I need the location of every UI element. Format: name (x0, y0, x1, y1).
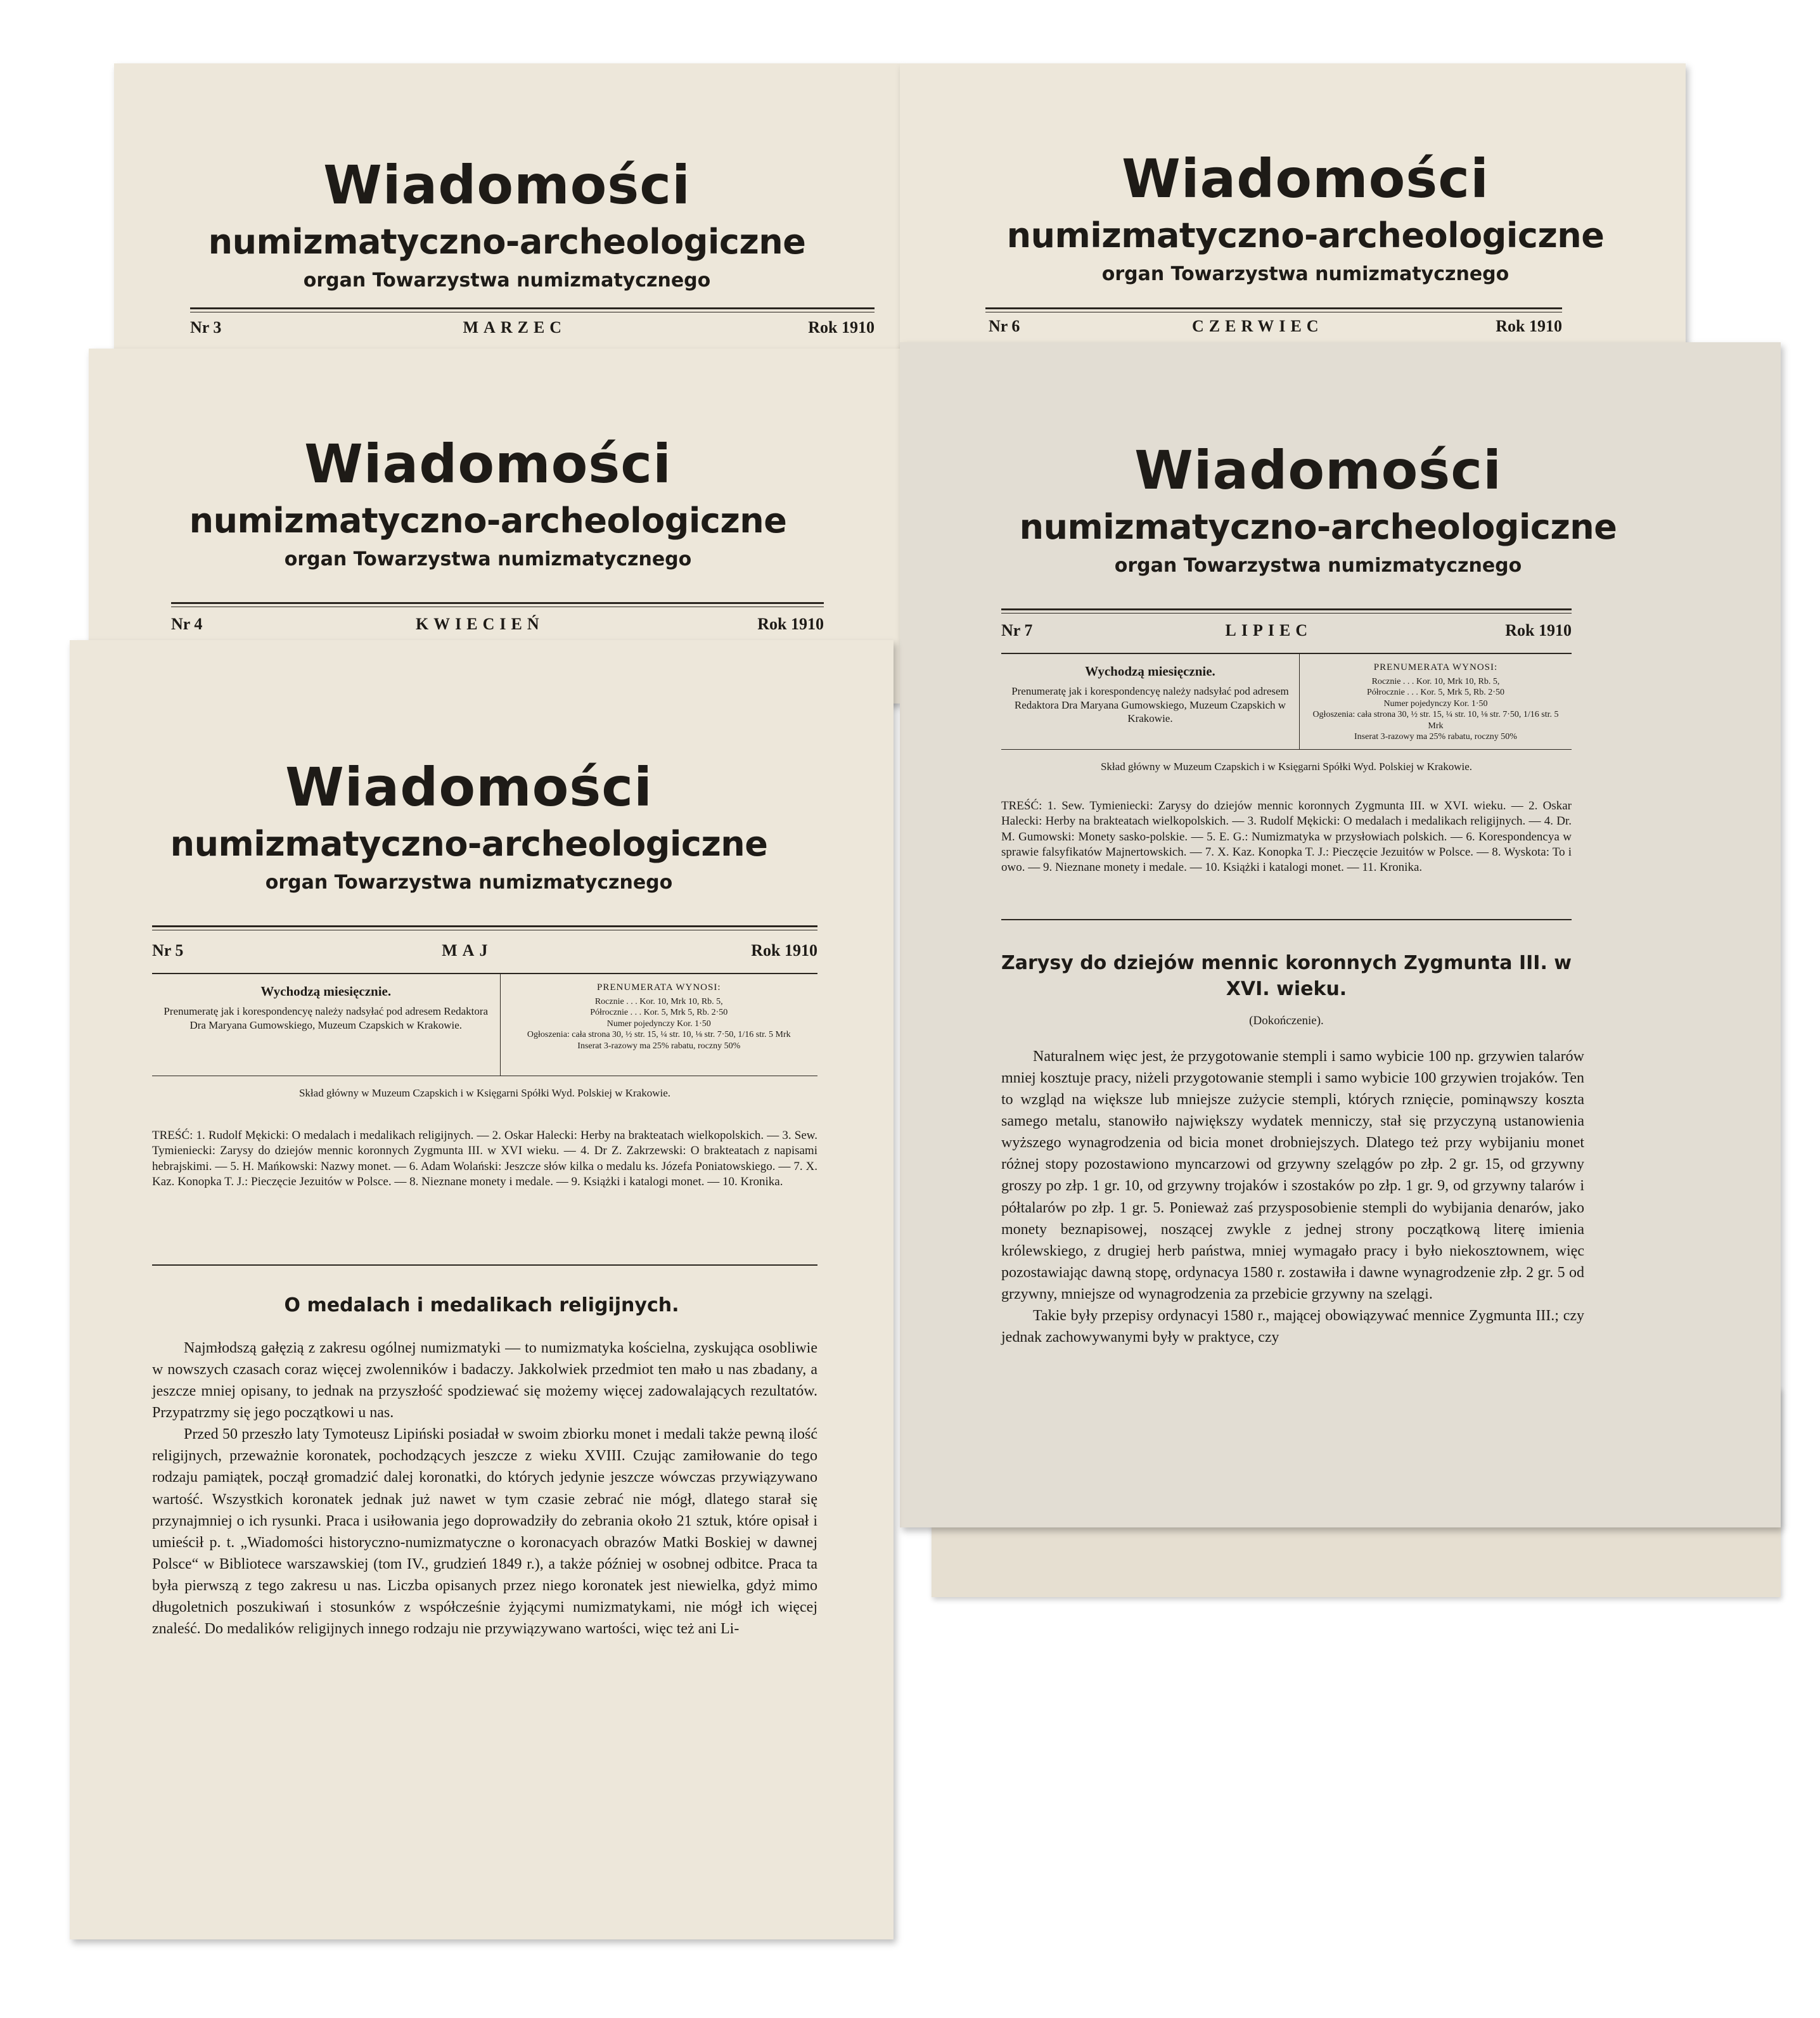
issue-number: Nr 3 (190, 318, 222, 337)
info-address (1001, 654, 1300, 749)
subscription-info (1001, 653, 1572, 750)
journal-subtitle: numizmatyczno-archeologiczne (1006, 215, 1605, 255)
header-rule (152, 925, 817, 930)
price-single: Numer pojedynczy Kor. 1·50 (606, 1019, 711, 1029)
table-of-contents: TREŚĆ: 1. Sew. Tymieniecki: Zarysy do dziejów mennic koronnych Zygmunta III. w XVI. wieku. — 2. Oskar Halecki: Herby na brakteatach wielkopolskich. — 3. Rudolf Mękicki: O medalach i medalikach religijnych. — 4. Dr. M. Gumowski: Monety sasko-polskie. — 5. E. G.: Numizmatyka w przysłowiach polskich. — 6. Korespondencya w sprawie falsyfikatów Majnertowskich. — 7. X. Kaz. Konopka T. J.: Pieczęcie Jezuitów w Polsce. — 8. Wyskota: To i owo. — 9. Nieznane monety i medale. — 10. Książki i katalogi monet. — 11. Kronika. (1001, 799, 1572, 875)
issue-number: Nr 4 (171, 615, 203, 633)
journal-organ: organ Towarzystwa numizmatycznego (284, 548, 692, 571)
info-prices (1300, 654, 1572, 749)
price-ads: Ogłoszenia: cała strona 30, ½ str. 15, ¼ str. 10, ⅛ str. 7·50, 1/16 str. 5 Mrk (1312, 710, 1559, 731)
issue-month: MAJ (442, 941, 493, 960)
issue-month: CZERWIEC (1192, 317, 1324, 335)
issue-month: MARZEC (463, 318, 567, 337)
prices-heading: PRENUMERATA WYNOSI: (1373, 662, 1498, 672)
price-yearly: Rocznie . . . Kor. 10, Mrk 10, Rb. 5, (594, 996, 723, 1006)
header-rule (1001, 608, 1572, 614)
issue-row (152, 941, 817, 960)
article-title: O medalach i medalikach religijnych. (284, 1294, 679, 1316)
subscription-info (152, 973, 817, 1076)
header-rule (985, 307, 1562, 312)
price-halfyear: Półrocznie . . . Kor. 5, Mrk 5, Rb. 2·50 (1366, 688, 1504, 698)
issue-number: Nr 6 (989, 317, 1020, 335)
article-paragraph: Przed 50 przeszło laty Tymoteusz Lipiński posiadał w swoim zbiorku monet i medali także pewną ilość religijnych, przeważnie koronatek, pochodzących jeszcze z wieku XVIII. Czując zamiłowanie do tego rodzaju pamiątek, począł gromadzić dalej koronatki, do których jedynie jeszcze wówczas przywiązywano wartość. Wszystkich koronatek jednak już nawet w tym czasie zebrać nie mógł, dlatego starał się przynajmniej o ich rysunki. Praca i usiłowania jego doprowadziły do zebrania około 21 sztuk, które opisał i umieścił p. t. „Wiadomości historyczno-numizmatyczne o koronacyach obrazów Matki Boskiej w dawnej Polsce“ w Bibliotece warszawskiej (tom IV., grudzień 1849 r.), a także później w osobnej odbitce. Praca ta była pierwszą z tego zakresu u nas. Liczba opisanych przez niego koronatek jest niewielka, gdyż mimo długoletnich poszukiwań i stosunków z współcześnie żyjącymi numizmatykami, nie mógł ich więcej znaleść. Do medalików religijnych innego rodzaju nie przywiązywano wartości, więc też ani Li- (152, 1426, 817, 1638)
issue-month: KWIECIEŃ (415, 615, 544, 633)
journal-organ: organ Towarzystwa numizmatycznego (1114, 555, 1522, 577)
issue-row (171, 615, 824, 634)
price-halfyear: Półrocznie . . . Kor. 5, Mrk 5, Rb. 2·50 (590, 1008, 728, 1018)
issue-sheet-nr7 (900, 342, 1781, 1527)
journal-subtitle: numizmatyczno-archeologiczne (208, 222, 806, 262)
issue-number: Nr 5 (152, 941, 184, 960)
journal-subtitle: numizmatyczno-archeologiczne (1019, 507, 1617, 547)
info-frequency: Wychodzą miesięcznie. (260, 984, 392, 999)
issue-row (1001, 621, 1572, 640)
journal-title: Wiadomości (323, 154, 691, 216)
journal-organ: organ Towarzystwa numizmatycznego (303, 269, 711, 292)
info-address-text: Prenumeratę jak i korespondencyę należy nadsyłać pod adresem Redaktora Dra Maryana Gumowskiego, Muzeum Czapskich w Krakowie. (1011, 685, 1289, 724)
journal-title: Wiadomości (1134, 439, 1502, 501)
distribution-note: Skład główny w Muzeum Czapskich i w Księgarni Spółki Wyd. Polskiej w Krakowie. (298, 1087, 671, 1099)
price-ads: Ogłoszenia: cała strona 30, ½ str. 15, ¼ str. 10, ⅛ str. 7·50, 1/16 str. 5 Mrk (527, 1030, 791, 1040)
table-of-contents: TREŚĆ: 1. Rudolf Mękicki: O medalach i medalikach religijnych. — 2. Oskar Halecki: Herby na brakteatach wielkopolskich. — 3. Sew. Tymieniecki: Zarysy do dziejów mennic koronnych Zygmunta III. w XVI wieku. — 4. Dr Z. Zakrzewski: O brakteatach z napisami hebrajskimi. — 5. H. Mańkowski: Nazwy monet. — 6. Adam Wolański: Jeszcze słów kilka o medalu ks. Józefa Poniatowskiego. — 7. X. Kaz. Konopka T. J.: Pieczęcie Jezuitów w Polsce. — 8. Nieznane monety i medale. — 9. Książki i katalogi monet. — 10. Kronika. (152, 1129, 817, 1188)
article-paragraph: Naturalnem więc jest, że przygotowanie stempli i samo wybicie 100 np. grzywien talarów mniej kosztuje pracy, niżeli przygotowanie stempli i samo wybicie 100 grzywien trojaków. Ten to wzgląd na większe lub mniejsze zużycie stempli, których rznięcie, pominąwszy koszta samego metalu, stanowiło największy wydatek menniczy, stał się przyczyną ustanowienia wyższego wynagrodzenia od bicia monet drobniejszych. Dlatego też przy wybijaniu monet różnej stopy pozostawiono myncarzowi od grzywny szelągów po złp. 2 gr. 15, od grzywny groszy po złp. 1 gr. 10, od grzywny trojaków i szostaków po złp. 1 gr. 9, od grzywny talarów i półtalarów po złp. 1 gr. 5. Ponieważ zaś przysposobienie stempli do wybijania denarów, jako monety beznapisowej, noszącej zwykle z jednej strony początkową literę imienia królewskiego, z drugiej herb państwa, mniej wymagało pracy i było niekosztownem, więc pozostawiając dawną stopę, ordynacya 1580 r. zostawiła i dawne wynagrodzenie złp. 2 gr. 5 od grzywny, mniejsze od wynagrodzenia za przebicie grzywny na szelągi. (1001, 1048, 1584, 1302)
issue-month: LIPIEC (1225, 621, 1313, 639)
article-body (1001, 1046, 1584, 1348)
info-address (152, 974, 501, 1076)
price-insert: Inserat 3-razowy ma 25% rabatu, roczny 50% (1354, 732, 1517, 742)
price-single: Numer pojedynczy Kor. 1·50 (1383, 698, 1488, 709)
issue-year: Rok 1910 (808, 318, 875, 337)
journal-organ: organ Towarzystwa numizmatycznego (265, 871, 673, 894)
info-prices (501, 974, 817, 1076)
issue-sheet-nr5 (70, 640, 894, 1939)
journal-title: Wiadomości (285, 756, 653, 818)
journal-title: Wiadomości (304, 433, 672, 495)
issue-year: Rok 1910 (757, 615, 824, 633)
header-rule (190, 307, 875, 312)
price-yearly: Rocznie . . . Kor. 10, Mrk 10, Rb. 5, (1371, 676, 1500, 686)
article-body (152, 1337, 817, 1640)
toc-rule (152, 1264, 817, 1266)
prices-heading: PRENUMERATA WYNOSI: (597, 982, 721, 993)
article-title: Zarysy do dziejów mennic koronnych Zygmunta III. w XVI. wieku. (1001, 952, 1572, 1000)
issue-row (989, 317, 1562, 336)
journal-title: Wiadomości (1122, 148, 1489, 210)
issue-number: Nr 7 (1001, 621, 1033, 639)
journal-organ: organ Towarzystwa numizmatycznego (1101, 263, 1509, 286)
journal-subtitle: numizmatyczno-archeologiczne (189, 501, 787, 541)
article-paragraph: Takie były przepisy ordynacyi 1580 r., mającej obowiązywać mennice Zygmunta III.; czy jednak zachowywanymi były w praktyce, czy (1001, 1307, 1584, 1346)
issue-year: Rok 1910 (751, 941, 817, 960)
issue-year: Rok 1910 (1505, 621, 1572, 639)
info-address-text: Prenumeratę jak i korespondencyę należy nadsyłać pod adresem Redaktora Dra Maryana Gumowskiego, Muzeum Czapskich w Krakowie. (163, 1005, 489, 1031)
price-insert: Inserat 3-razowy ma 25% rabatu, roczny 50% (577, 1041, 741, 1051)
journal-subtitle: numizmatyczno-archeologiczne (170, 824, 768, 864)
distribution-note: Skład główny w Muzeum Czapskich i w Księgarni Spółki Wyd. Polskiej w Krakowie. (1100, 761, 1473, 773)
article-continued: (Dokończenie). (1249, 1014, 1324, 1027)
toc-rule (1001, 919, 1572, 920)
header-rule (171, 602, 824, 607)
info-frequency: Wychodzą miesięcznie. (1085, 664, 1215, 679)
issue-row (190, 318, 875, 337)
article-paragraph: Najmłodszą gałęzią z zakresu ogólnej numizmatyki — to numizmatyka kościelna, zyskująca osobliwie w nowszych czasach coraz więcej zwolenników i badaczy. Jakkolwiek przedmiot ten mało u nas zbadany, a jeszcze mniej opisany, to jednak na przyszłość spodziewać się możemy więcej zadowalających rezultatów. Przypatrzmy się jego początkowi u nas. (152, 1340, 817, 1422)
issue-year: Rok 1910 (1496, 317, 1562, 335)
